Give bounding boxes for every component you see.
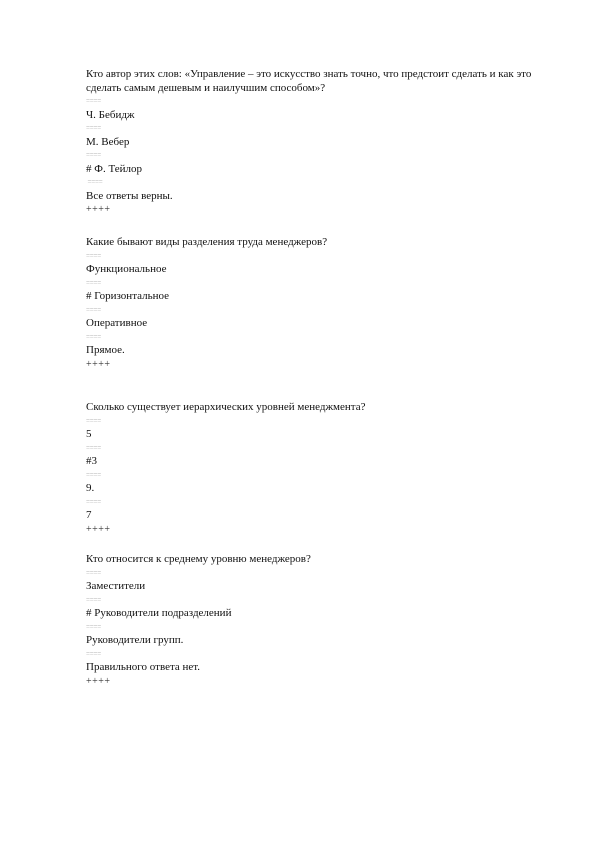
answer-option: Ч. Бебидж	[86, 108, 135, 121]
separator: ====	[86, 278, 101, 287]
separator: ====	[86, 97, 101, 105]
answer-option-correct: # Ф. Тейлор	[86, 162, 142, 175]
question-block-4	[86, 553, 546, 688]
question-block-3	[86, 401, 546, 536]
answer-option: Все ответы верны.	[86, 189, 173, 202]
answer-option: 5	[86, 428, 92, 440]
separator: ====	[86, 470, 101, 479]
end-marker: ++++	[86, 358, 111, 370]
answer-option: Прямое.	[86, 344, 125, 356]
separator: ====	[86, 497, 101, 506]
answer-option-correct: # Горизонтальное	[86, 290, 170, 302]
answer-option: Функциональное	[86, 263, 167, 275]
end-marker: ++++	[86, 204, 111, 215]
end-marker: ++++	[86, 523, 111, 535]
answer-option: 7	[86, 509, 92, 521]
separator: ====	[86, 443, 101, 452]
question-text: Сколько существует иерархических уровней менеджмента?	[86, 401, 366, 413]
answer-option: Заместители	[86, 580, 146, 592]
separator: ====	[86, 178, 103, 186]
separator: ====	[86, 595, 101, 604]
separator: ====	[86, 416, 101, 425]
separator: ====	[86, 305, 101, 314]
separator: ====	[86, 124, 101, 132]
question-block-2	[86, 236, 546, 371]
separator: ====	[86, 151, 101, 159]
end-marker: ++++	[86, 675, 111, 687]
answer-option-correct: #3	[86, 455, 97, 467]
answer-option: Правильного ответа нет.	[86, 661, 201, 673]
question-text: Кто автор этих слов: «Управление – это искусство знать точно, что предстоит сделать и как это сделать самым дешевым и наилучшим способом»?	[86, 68, 532, 94]
separator: ====	[86, 622, 101, 631]
separator: ====	[86, 649, 101, 658]
question-block-1	[86, 68, 546, 217]
answer-option: 9.	[86, 482, 95, 494]
separator: ====	[86, 251, 101, 260]
question-text: Кто относится к среднему уровню менеджеров?	[86, 553, 311, 565]
answer-option: Руководители групп.	[86, 634, 184, 646]
answer-option: М. Вебер	[86, 135, 130, 148]
answer-option: Оперативное	[86, 317, 148, 329]
question-text: Какие бывают виды разделения труда менеджеров?	[86, 236, 328, 248]
separator: ====	[86, 568, 101, 577]
separator: ====	[86, 332, 101, 341]
answer-option-correct: # Руководители подразделений	[86, 607, 232, 619]
